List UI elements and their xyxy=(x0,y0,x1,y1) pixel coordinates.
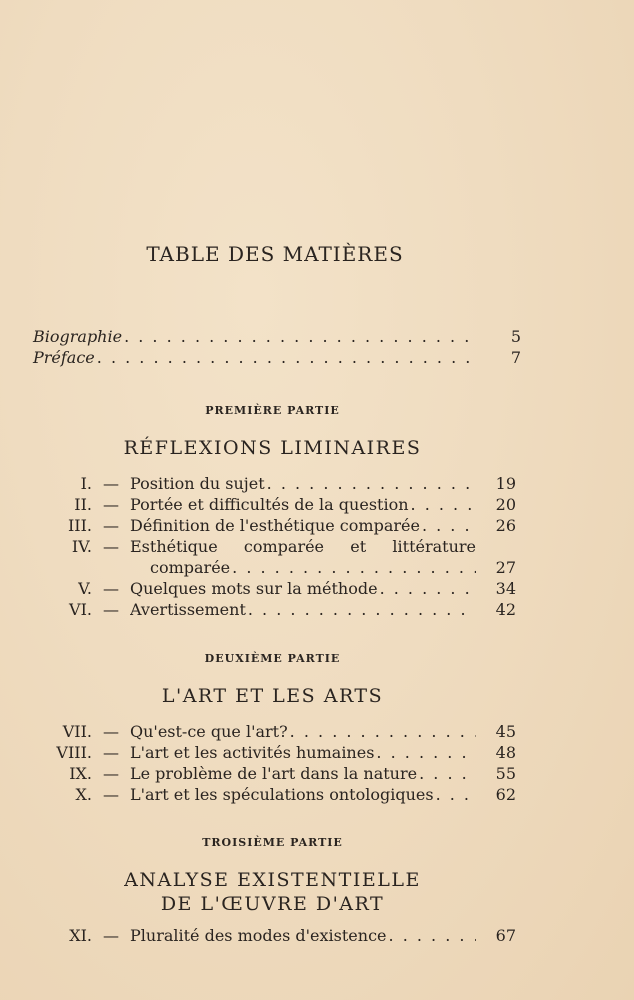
chapter-row xyxy=(30,743,516,764)
chapter-page-number: 62 xyxy=(495,785,516,804)
chapter-title: L'art et les activités humaines xyxy=(130,743,375,762)
chapter-number: XI. xyxy=(69,926,92,945)
chapter-dash: — xyxy=(103,579,119,598)
dot-leader xyxy=(376,743,476,762)
dot-leader xyxy=(290,722,476,741)
toc-entry-label: Préface xyxy=(33,348,95,367)
chapter-number: V. xyxy=(78,579,92,598)
chapter-row xyxy=(30,926,516,947)
chapter-row xyxy=(30,579,516,600)
chapter-page-number: 55 xyxy=(495,764,516,783)
part-title-line: RÉFLEXIONS LIMINAIRES xyxy=(123,437,422,459)
part-title-2 xyxy=(0,684,545,708)
chapter-row xyxy=(30,495,516,516)
chapter-title: Portée et difficultés de la question xyxy=(130,495,409,514)
chapter-dash: — xyxy=(103,722,119,741)
dot-leader xyxy=(248,600,476,619)
chapter-dash: — xyxy=(103,495,119,514)
chapter-title: Avertissement xyxy=(130,600,246,619)
chapter-row xyxy=(30,722,516,743)
chapter-page-number: 42 xyxy=(495,600,516,619)
part-label-1: PREMIÈRE PARTIE xyxy=(205,404,340,417)
chapter-title-continuation: comparée xyxy=(150,558,231,577)
chapter-list-part-2 xyxy=(30,722,516,806)
dot-leader xyxy=(97,348,473,367)
dot-leader xyxy=(422,516,476,535)
chapter-list-part-3 xyxy=(30,926,516,947)
part-title-3 xyxy=(0,868,545,916)
chapter-row xyxy=(30,785,516,806)
toc-entry-label: Biographie xyxy=(33,327,123,346)
dot-leader xyxy=(380,579,476,598)
chapter-number: X. xyxy=(75,785,92,804)
chapter-title: L'art et les spéculations ontologiques xyxy=(130,785,434,804)
toc-page-number: 7 xyxy=(510,348,521,367)
dot-leader xyxy=(389,926,476,945)
chapter-page-number: 19 xyxy=(495,474,516,493)
chapter-row xyxy=(30,474,516,495)
part-title-line: DE L'ŒUVRE D'ART xyxy=(160,893,385,915)
chapter-title: Définition de l'esthétique comparée xyxy=(130,516,420,535)
chapter-title: Le problème de l'art dans la nature xyxy=(130,764,418,783)
dot-leader xyxy=(124,327,473,346)
part-title-line: ANALYSE EXISTENTIELLE xyxy=(124,869,421,891)
chapter-page-number: 34 xyxy=(495,579,516,598)
chapter-dash: — xyxy=(103,764,119,783)
chapter-number: IV. xyxy=(71,537,92,556)
chapter-dash: — xyxy=(103,600,119,619)
front-matter-list xyxy=(33,327,521,369)
chapter-title: Qu'est-ce que l'art? xyxy=(130,722,288,741)
chapter-dash: — xyxy=(103,926,119,945)
toc-page-number: 5 xyxy=(510,327,521,346)
chapter-row xyxy=(30,764,516,785)
chapter-dash: — xyxy=(103,743,119,762)
dot-leader xyxy=(419,764,476,783)
chapter-number: II. xyxy=(74,495,92,514)
chapter-title: Position du sujet xyxy=(130,474,265,493)
chapter-page-number: 20 xyxy=(495,495,516,514)
toc-entry-preface xyxy=(33,348,521,369)
page-title: TABLE DES MATIÈRES xyxy=(146,242,404,266)
chapter-number: VII. xyxy=(62,722,92,741)
chapter-dash: — xyxy=(103,785,119,804)
chapter-row-continuation xyxy=(30,558,516,579)
chapter-row xyxy=(30,516,516,537)
chapter-title: Esthétique comparée et littérature xyxy=(130,537,476,556)
chapter-row xyxy=(30,600,516,621)
part-title-line: L'ART ET LES ARTS xyxy=(161,685,384,707)
dot-leader xyxy=(267,474,476,493)
chapter-number: VIII. xyxy=(56,743,92,762)
part-label-2: DEUXIÈME PARTIE xyxy=(204,652,341,665)
chapter-page-number: 45 xyxy=(495,722,516,741)
dot-leader xyxy=(436,785,476,804)
chapter-page-number: 26 xyxy=(495,516,516,535)
chapter-number: VI. xyxy=(69,600,92,619)
toc-entry-biographie xyxy=(33,327,521,348)
chapter-number: I. xyxy=(80,474,92,493)
chapter-page-number: 27 xyxy=(495,558,516,577)
chapter-dash: — xyxy=(103,516,119,535)
chapter-number: III. xyxy=(67,516,92,535)
dot-leader xyxy=(411,495,476,514)
part-title-1 xyxy=(0,436,545,460)
chapter-dash: — xyxy=(103,537,119,556)
chapter-dash: — xyxy=(103,474,119,493)
chapter-list-part-1 xyxy=(30,474,516,621)
part-label-3: TROISIÈME PARTIE xyxy=(202,836,343,849)
dot-leader xyxy=(232,558,476,577)
chapter-page-number: 67 xyxy=(495,926,516,945)
chapter-number: IX. xyxy=(69,764,92,783)
chapter-row xyxy=(30,537,516,558)
chapter-title: Pluralité des modes d'existence xyxy=(130,926,387,945)
chapter-page-number: 48 xyxy=(495,743,516,762)
chapter-title: Quelques mots sur la méthode xyxy=(130,579,378,598)
